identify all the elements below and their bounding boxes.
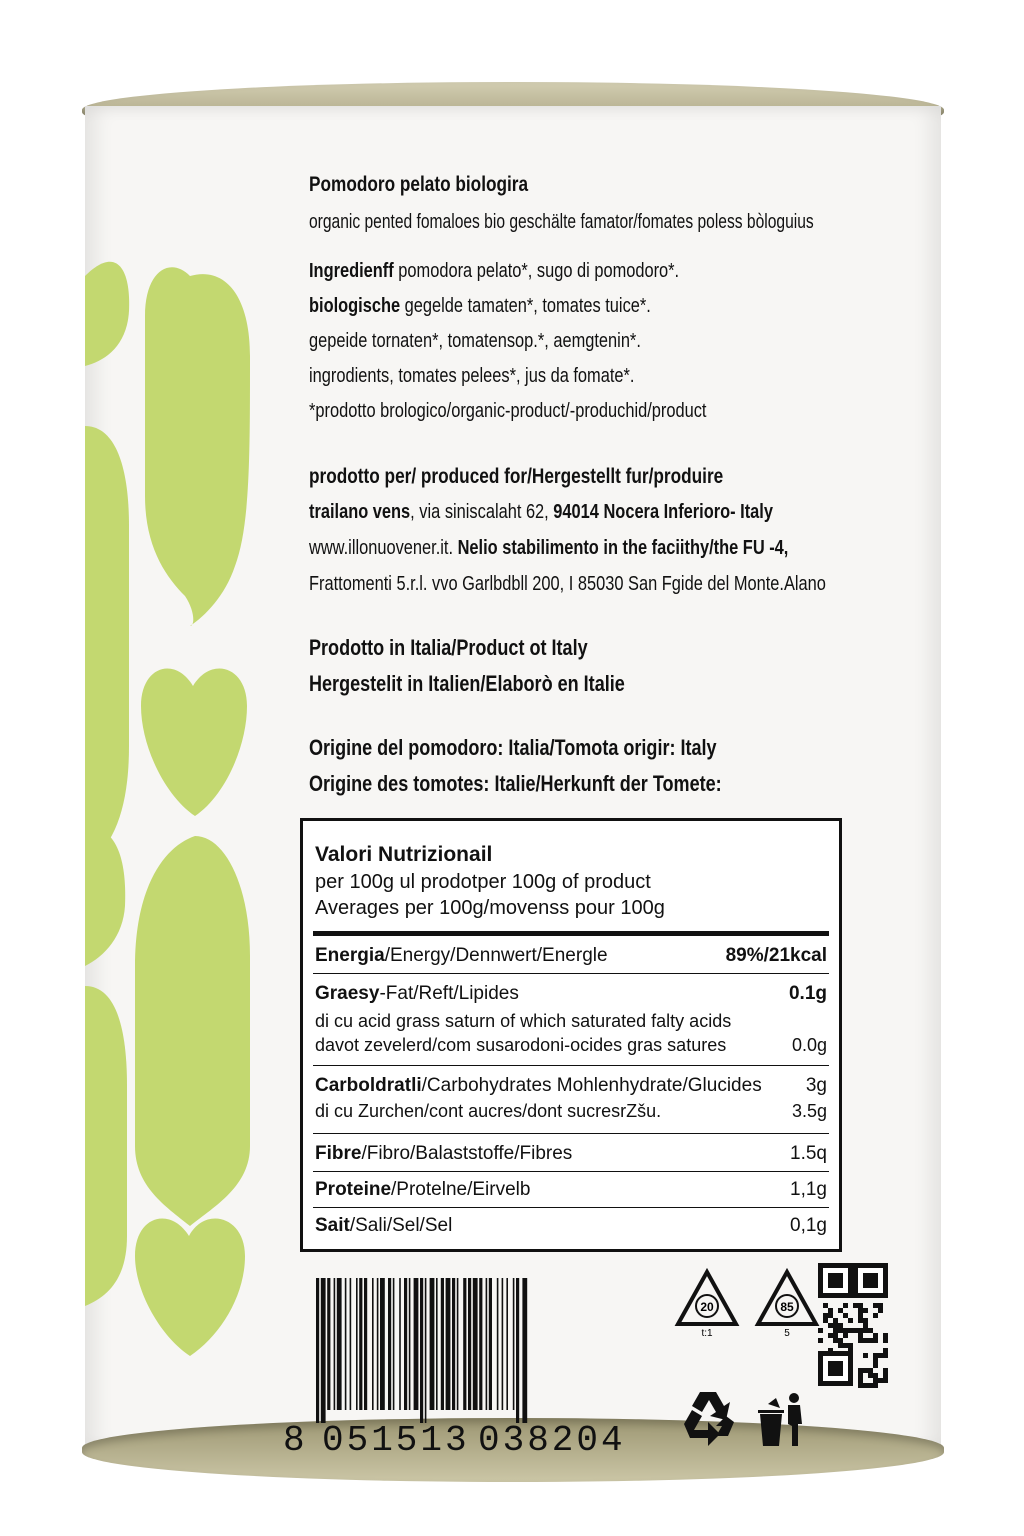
heart-shape (141, 669, 247, 816)
green-leaf-pattern (85, 106, 305, 1450)
barcode-digit: 8 (283, 1420, 308, 1461)
qr-module (883, 1378, 888, 1383)
salt-row: Sait/Sali/Sel/Sel 0,1g (315, 1215, 827, 1236)
qr-module (858, 1308, 863, 1313)
barcode-bar (513, 1278, 515, 1410)
qr-module (878, 1308, 883, 1313)
barcode-bar (522, 1278, 527, 1423)
qr-module (858, 1333, 863, 1338)
energy-row: Energia/Energy/Dennwert/Energle 89%/21kcal (315, 945, 827, 966)
sugar-row: di cu Zurchen/cont aucres/dont sucresrZšu. 3.5g (315, 1101, 827, 1121)
qr-module (873, 1383, 878, 1388)
table-divider (313, 931, 829, 936)
sugar-value: 3.5g (791, 1101, 827, 1121)
product-title: Pomodoro pelato biologira (309, 173, 529, 196)
barcode-bar (337, 1278, 342, 1410)
qr-module (858, 1383, 863, 1388)
qr-module (883, 1338, 888, 1343)
qr-module (863, 1383, 868, 1388)
barcode-bar (364, 1278, 367, 1410)
made-in-line: Prodotto in Italia/Product ot Italy (309, 635, 588, 660)
qr-module (868, 1328, 873, 1333)
qr-finder (828, 1361, 843, 1376)
leaf-shape (135, 836, 250, 1226)
table-divider (313, 1207, 829, 1208)
qr-module (843, 1313, 848, 1318)
qr-module (873, 1333, 878, 1338)
nutrition-per-line: per 100g ul prodotper 100g of product (315, 871, 651, 893)
producer-heading: prodotto per/ produced for/Hergestellt fur/produire (309, 465, 724, 488)
barcode-bar (468, 1278, 471, 1410)
heart-shape (135, 1219, 245, 1356)
qr-module (878, 1353, 883, 1358)
protein-value: 1,1g (790, 1179, 827, 1200)
qr-module (873, 1353, 878, 1358)
qr-module (833, 1333, 838, 1338)
qr-module (868, 1368, 873, 1373)
fat-value: 0.1g (788, 983, 827, 1004)
qr-module (868, 1373, 873, 1378)
qr-module (858, 1378, 863, 1383)
barcode-bar (409, 1278, 411, 1410)
qr-module (853, 1328, 858, 1333)
qr-module (828, 1323, 833, 1328)
qr-module (863, 1323, 868, 1328)
recycle-code: 85 (780, 1300, 794, 1314)
qr-module (878, 1303, 883, 1308)
barcode-bar (377, 1278, 379, 1410)
qr-module (863, 1353, 868, 1358)
barcode-bar (393, 1278, 395, 1410)
recycle-sub: t:1 (701, 1328, 713, 1338)
ingredients-footnote: *prodotto brologico/organic-product/-produchid/product (309, 400, 707, 422)
barcode-bar (321, 1278, 326, 1423)
table-divider (313, 973, 829, 974)
ingredients-line: biologische gegelde tamaten*, tomates tuice*. (309, 295, 651, 317)
qr-module (838, 1308, 843, 1313)
barcode-bar (372, 1278, 374, 1410)
qr-module (848, 1318, 853, 1323)
saturated-fat-line: di cu acid grass saturn of which saturated falty acids (315, 1011, 732, 1031)
saturated-fat-row: davot zevelerd/com susarodoni-ocides gras satures 0.0g (315, 1035, 827, 1055)
leaf-shape (145, 267, 250, 626)
qr-module (873, 1313, 878, 1318)
made-in-line: Hergestelit in Italien/Elaborò en Italie (309, 671, 625, 696)
barcode-bar (316, 1278, 319, 1423)
producer-line: www.illonuovener.it. Nelio stabilimento in the faciithy/the FU -4, (309, 537, 789, 559)
barcode (314, 1278, 639, 1423)
qr-module (823, 1313, 828, 1318)
barcode-bar (473, 1278, 478, 1410)
qr-module (843, 1328, 848, 1333)
qr-module (843, 1343, 848, 1348)
barcode-bar (446, 1278, 451, 1410)
qr-module (858, 1303, 863, 1308)
qr-module (873, 1303, 878, 1308)
barcode-bar (350, 1278, 352, 1410)
qr-module (823, 1318, 828, 1323)
barcode-bar (463, 1278, 466, 1410)
barcode-digits-left: 051513 (322, 1420, 470, 1461)
qr-module (863, 1328, 868, 1333)
barcode-bar (345, 1278, 347, 1410)
barcode-bar (356, 1278, 358, 1410)
barcode-bar (457, 1278, 459, 1410)
leaf-shape (85, 262, 129, 366)
qr-module (858, 1368, 863, 1373)
qr-module (883, 1333, 888, 1338)
qr-module (883, 1353, 888, 1358)
nutrition-title: Valori Nutrizionail (315, 843, 493, 866)
barcode-bar (388, 1278, 391, 1410)
qr-module (853, 1303, 858, 1308)
energy-value: 89%/21kcal (725, 945, 827, 966)
qr-finder (828, 1273, 843, 1288)
barcode-bar (327, 1278, 330, 1410)
barcode-digits-right: 038204 (478, 1420, 626, 1461)
fat-row: Graesy-Fat/Reft/Lipides 0.1g (315, 983, 827, 1004)
barcode-bar (489, 1278, 492, 1410)
qr-module (863, 1308, 868, 1313)
barcode-bar (399, 1278, 401, 1410)
qr-module (883, 1348, 888, 1353)
product-subtitle: organic pented fomaloes bio geschälte famator/fomates poless bòloguius (309, 211, 814, 233)
qr-code (818, 1263, 888, 1389)
barcode-bar (502, 1278, 504, 1410)
qr-module (858, 1328, 863, 1333)
barcode-bar (425, 1278, 427, 1423)
qr-module (873, 1373, 878, 1378)
barcode-bar (380, 1278, 385, 1410)
recycle-sub: 5 (784, 1328, 790, 1338)
barcode-bar (497, 1278, 499, 1410)
qr-module (863, 1368, 868, 1373)
recycle-code: 20 (700, 1300, 714, 1314)
qr-module (833, 1323, 838, 1328)
qr-module (863, 1338, 868, 1343)
qr-module (833, 1338, 838, 1343)
fibre-row: Fibre/Fibro/Balaststoffe/Fibres 1.5q (315, 1143, 827, 1164)
qr-module (868, 1383, 873, 1388)
qr-module (833, 1318, 838, 1323)
barcode-bar (420, 1278, 423, 1423)
qr-module (868, 1338, 873, 1343)
nutrition-per-line: Averages per 100g/movenss pour 100g (315, 897, 665, 919)
qr-module (858, 1318, 863, 1323)
qr-module (828, 1348, 833, 1353)
qr-module (833, 1328, 838, 1333)
leaf-shape (85, 986, 127, 1306)
qr-module (858, 1338, 863, 1343)
qr-module (843, 1333, 848, 1338)
carbohydrate-value: 3g (805, 1075, 827, 1096)
barcode-bar (436, 1278, 438, 1410)
qr-module (873, 1378, 878, 1383)
qr-module (878, 1378, 883, 1383)
recycle-triangle-icon (752, 1266, 822, 1338)
qr-module (873, 1338, 878, 1343)
qr-module (828, 1313, 833, 1318)
nutrition-table (300, 818, 842, 1252)
barcode-bar (404, 1278, 407, 1410)
recycle-triangle-icon (672, 1266, 742, 1338)
qr-module (848, 1343, 853, 1348)
leaf-shape (85, 826, 125, 966)
qr-module (838, 1338, 843, 1343)
barcode-bar (516, 1278, 519, 1423)
qr-module (838, 1343, 843, 1348)
tidyman-bin-icon (752, 1390, 810, 1448)
barcode-bar (452, 1278, 455, 1410)
qr-module (858, 1313, 863, 1318)
table-divider (313, 1065, 829, 1066)
barcode-bar (479, 1278, 482, 1410)
qr-module (818, 1328, 823, 1333)
qr-module (843, 1303, 848, 1308)
qr-module (823, 1303, 828, 1308)
qr-module (883, 1373, 888, 1378)
qr-module (848, 1348, 853, 1353)
table-divider (313, 1133, 829, 1134)
qr-module (828, 1308, 833, 1313)
qr-module (828, 1333, 833, 1338)
qr-module (838, 1323, 843, 1328)
barcode-bar (414, 1278, 419, 1410)
producer-line: Frattomenti 5.r.l. vvo Garlbdbll 200, I 85030 San Fgide del Monte.Alano (309, 573, 826, 595)
table-divider (313, 1171, 829, 1172)
qr-module (858, 1373, 863, 1378)
protein-row: Proteine/Protelne/Eirvelb 1,1g (315, 1179, 827, 1200)
carbohydrate-row: Carboldratli/Carbohydrates Mohlenhydrate/Glucides 3g (315, 1075, 827, 1096)
barcode-bar (430, 1278, 435, 1410)
ingredients-line: gepeide tornaten*, tomatensop.*, aemgtenin*. (309, 330, 641, 352)
qr-module (848, 1328, 853, 1333)
salt-value: 0,1g (790, 1215, 827, 1236)
barcode-bar (334, 1278, 336, 1410)
qr-module (838, 1328, 843, 1333)
qr-module (863, 1318, 868, 1323)
ingredients-line: ingrodients, tomates pelees*, jus da fomate*. (309, 365, 635, 387)
qr-module (873, 1363, 878, 1368)
qr-module (873, 1358, 878, 1363)
barcode-bar (359, 1278, 362, 1410)
tomato-origin-line: Origine del pomodoro: Italia/Tomota origir: Italy (309, 735, 717, 760)
barcode-bar (486, 1278, 488, 1410)
fibre-value: 1.5q (790, 1143, 827, 1164)
qr-finder (863, 1273, 878, 1288)
barcode-bar (506, 1278, 508, 1410)
barcode-bar (441, 1278, 444, 1410)
tomato-origin-line: Origine des tomotes: Italie/Herkunft der Tomete: (309, 771, 722, 796)
producer-line: trailano vens, via siniscalaht 62, 94014 Nocera Inferioro- Italy (309, 501, 773, 523)
saturated-fat-value: 0.0g (791, 1035, 827, 1055)
leaf-shape (85, 426, 129, 866)
ingredients-line: Ingredienff pomodora pelato*, sugo di pomodoro*. (309, 260, 680, 282)
qr-module (818, 1338, 823, 1343)
qr-module (883, 1368, 888, 1373)
recycling-arrows-icon (676, 1388, 740, 1448)
